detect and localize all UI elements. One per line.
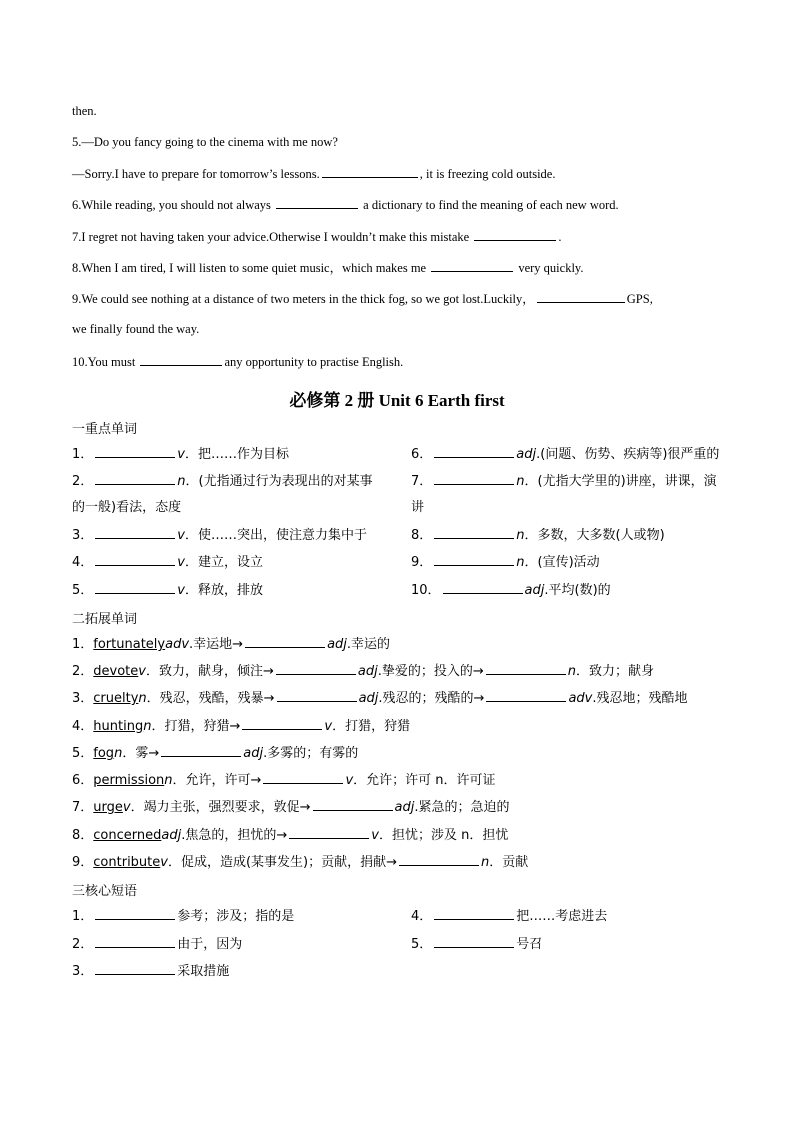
exercise-line (72, 196, 619, 213)
part-of-speech: adj (358, 691, 379, 706)
answer-blank[interactable] (434, 526, 514, 539)
exercise-text: , it is freezing cold outside. (419, 167, 556, 181)
item-meaning: ．致力；献身 (576, 664, 655, 679)
base-word: fog (93, 746, 115, 761)
item-meaning: ．打猎，狩猎→ (151, 719, 241, 734)
item-meaning: ．(宣传)活动 (524, 555, 600, 570)
item-meaning: ．把……作为目标 (184, 447, 289, 462)
part-of-speech: adv (568, 691, 593, 706)
part-of-speech: v (138, 664, 146, 679)
item-meaning: .(问题、伤势、疾病等)很严重的 (536, 447, 720, 462)
item-number: 1． (72, 637, 94, 652)
vocab-item (411, 445, 719, 463)
item-number: 1． (72, 447, 94, 462)
part-of-speech: adj (394, 800, 415, 815)
item-meaning: .残忍的；残酷的→ (378, 691, 485, 706)
vocab-item (72, 445, 289, 463)
answer-blank[interactable] (434, 935, 514, 948)
item-meaning: ．雾→ (122, 746, 160, 761)
section-heading: 一重点单词 (72, 422, 138, 437)
exercise-line (72, 165, 555, 182)
item-number: 7． (72, 800, 94, 815)
part-of-speech: adj (327, 637, 347, 652)
item-meaning: 把……考虑进去 (516, 909, 608, 924)
part-of-speech: adj (161, 828, 182, 843)
answer-blank[interactable] (537, 290, 625, 303)
exercise-text: 8.When I am tired, I will listen to some quiet music，which makes me (72, 261, 430, 275)
answer-blank[interactable] (434, 907, 514, 920)
exercise-text: we finally found the way. (72, 322, 200, 336)
part-of-speech: adj (524, 583, 545, 598)
part-of-speech: v (177, 583, 185, 598)
answer-blank[interactable] (95, 526, 175, 539)
exercise-line (72, 134, 338, 150)
item-number: 10． (411, 583, 441, 598)
vocab-item (72, 472, 373, 490)
expand-item (72, 635, 390, 653)
vocab-item (411, 553, 600, 571)
part-of-speech: n (516, 474, 525, 489)
vocab-item (411, 526, 665, 544)
item-number: 4． (411, 909, 433, 924)
vocab-item-continued (411, 499, 424, 516)
part-of-speech: adj (243, 746, 264, 761)
item-number: 2． (72, 937, 94, 952)
answer-blank[interactable] (289, 826, 369, 839)
vocab-item (411, 472, 717, 490)
exercise-text: any opportunity to practise English. (224, 355, 404, 369)
item-number: 6． (411, 447, 433, 462)
item-number: 3． (72, 691, 94, 706)
expand-item (72, 662, 654, 680)
exercise-text: 7.I regret not having taken your advice.Otherwise I wouldn’t make this mistake (72, 230, 473, 244)
item-number: 5． (72, 583, 94, 598)
answer-blank[interactable] (276, 196, 358, 209)
vocab-item (72, 581, 263, 599)
exercise-line (72, 321, 199, 337)
answer-blank[interactable] (443, 581, 523, 594)
section-heading: 二拓展单词 (72, 612, 138, 627)
answer-blank[interactable] (313, 798, 393, 811)
item-meaning: ．促成，造成(某事发生)；贡献，捐献→ (167, 855, 398, 870)
exercise-text: 5.—Do you fancy going to the cinema with me now? (72, 135, 338, 149)
answer-blank[interactable] (140, 353, 222, 366)
answer-blank[interactable] (322, 165, 418, 178)
answer-blank[interactable] (95, 962, 175, 975)
item-meaning: 由于，因为 (177, 937, 243, 952)
phrase-item (72, 935, 242, 953)
item-meaning: ．(尤指通过行为表现出的对某事 (185, 474, 373, 489)
item-number: 9． (72, 855, 94, 870)
exercise-line (72, 259, 584, 276)
item-number: 6． (72, 773, 94, 788)
part-of-speech: adj (357, 664, 378, 679)
item-meaning: 的一般)看法，态度 (72, 500, 182, 515)
base-word: concerned (93, 828, 162, 843)
exercise-text: very quickly. (515, 261, 584, 275)
answer-blank[interactable] (95, 907, 175, 920)
part-of-speech: v (122, 800, 131, 815)
phrase-item (72, 907, 294, 925)
item-meaning: .紧急的；急迫的 (414, 800, 510, 815)
item-number: 3． (72, 964, 94, 979)
exercise-text: 10.You must (72, 355, 139, 369)
answer-blank[interactable] (242, 717, 322, 730)
part-of-speech: n (516, 528, 525, 543)
item-number: 5． (411, 937, 433, 952)
item-meaning: .幸运地→ (189, 637, 244, 652)
item-meaning: ．允许，许可→ (172, 773, 262, 788)
answer-blank[interactable] (474, 228, 556, 241)
phrase-item (411, 935, 542, 953)
answer-blank[interactable] (95, 472, 175, 485)
exercise-text: a dictionary to find the meaning of each new word. (360, 198, 619, 212)
item-number: 4． (72, 719, 94, 734)
item-meaning: 号召 (516, 937, 543, 952)
part-of-speech: adj (516, 447, 537, 462)
vocab-item (72, 553, 263, 571)
exercise-text: . (558, 230, 562, 244)
answer-blank[interactable] (245, 635, 325, 648)
unit-title: 必修第 2 册 Unit 6 Earth first (289, 391, 505, 410)
base-word: permission (93, 773, 165, 788)
part-of-speech: n (114, 746, 123, 761)
expand-item (72, 826, 508, 844)
item-meaning: ．释放，排放 (184, 583, 263, 598)
expand-item (72, 744, 358, 762)
expand-item (72, 689, 688, 707)
base-word: urge (93, 800, 123, 815)
answer-blank[interactable] (95, 445, 175, 458)
item-number: 7． (411, 474, 433, 489)
item-meaning: ．残忍，残酷，残暴→ (146, 691, 275, 706)
item-meaning: .多雾的；有雾的 (263, 746, 359, 761)
exercise-text: 9.We could see nothing at a distance of two meters in the thick fog, so we got lost.Luckily， (72, 292, 535, 306)
item-meaning: .幸运的 (346, 637, 391, 652)
item-meaning: ．建立，设立 (184, 555, 263, 570)
item-meaning: ．竭力主张，强烈要求，敦促→ (130, 800, 311, 815)
item-meaning: ．多数，大多数(人或物) (524, 528, 665, 543)
part-of-speech: n (138, 691, 147, 706)
item-meaning: .挚爱的；投入的→ (377, 664, 484, 679)
phrase-item (72, 962, 229, 980)
item-meaning: ．使……突出，使注意力集中于 (184, 528, 367, 543)
expand-item (72, 717, 410, 735)
item-number: 8． (72, 828, 94, 843)
vocab-item-continued (72, 499, 181, 516)
exercise-line (72, 290, 653, 307)
item-meaning: .焦急的，担忧的→ (181, 828, 288, 843)
item-meaning: 讲 (411, 500, 425, 515)
expand-item (72, 771, 496, 789)
item-number: 1． (72, 909, 94, 924)
item-meaning: ．允许；许可 n．许可证 (353, 773, 496, 788)
exercise-line (72, 353, 403, 370)
item-meaning: ．(尤指大学里的)讲座，讲课，演 (524, 474, 717, 489)
answer-blank[interactable] (95, 553, 175, 566)
answer-blank[interactable] (276, 662, 356, 675)
exercise-line (72, 103, 97, 119)
base-word: fortunately (93, 637, 166, 652)
part-of-speech: n (164, 773, 173, 788)
answer-blank[interactable] (95, 581, 175, 594)
item-meaning: 采取措施 (177, 964, 230, 979)
item-meaning: 参考；涉及；指的是 (177, 909, 295, 924)
base-word: cruelty (93, 691, 139, 706)
answer-blank[interactable] (277, 689, 357, 702)
part-of-speech: adv (165, 637, 190, 652)
base-word: contribute (93, 855, 161, 870)
part-of-speech: v (177, 447, 185, 462)
exercise-text: then. (72, 104, 97, 118)
part-of-speech: n (143, 719, 152, 734)
exercise-text: 6.While reading, you should not always (72, 198, 275, 212)
answer-blank[interactable] (434, 553, 514, 566)
answer-blank[interactable] (161, 744, 241, 757)
part-of-speech: v (324, 719, 333, 734)
answer-blank[interactable] (434, 445, 514, 458)
item-number: 3． (72, 528, 94, 543)
item-number: 2． (72, 664, 94, 679)
answer-blank[interactable] (95, 935, 175, 948)
answer-blank[interactable] (399, 853, 479, 866)
expand-item (72, 853, 528, 871)
item-meaning: .残忍地；残酷地 (592, 691, 688, 706)
vocab-item (411, 581, 611, 599)
exercise-text: GPS, (626, 292, 653, 306)
vocab-item (72, 526, 367, 544)
exercise-line (72, 228, 561, 245)
item-number: 5． (72, 746, 94, 761)
part-of-speech: n (567, 664, 577, 679)
answer-blank[interactable] (486, 689, 566, 702)
part-of-speech: n (516, 555, 525, 570)
phrase-item (411, 907, 607, 925)
part-of-speech: v (177, 528, 185, 543)
item-meaning: .平均(数)的 (544, 583, 611, 598)
part-of-speech: v (371, 828, 379, 843)
section-heading: 三核心短语 (72, 884, 138, 899)
exercise-text: —Sorry.I have to prepare for tomorrow’s lessons. (72, 167, 320, 181)
item-number: 4． (72, 555, 94, 570)
item-meaning: ．致力，献身，倾注→ (145, 664, 274, 679)
item-meaning: ．打猎，狩猎 (332, 719, 411, 734)
item-meaning: ．贡献 (489, 855, 529, 870)
base-word: hunting (93, 719, 144, 734)
answer-blank[interactable] (486, 662, 566, 675)
base-word: devote (93, 664, 139, 679)
answer-blank[interactable] (434, 472, 514, 485)
item-number: 2． (72, 474, 94, 489)
part-of-speech: n (481, 855, 490, 870)
item-meaning: ．担忧；涉及 n．担忧 (378, 828, 509, 843)
part-of-speech: v (160, 855, 168, 870)
part-of-speech: v (345, 773, 354, 788)
part-of-speech: v (177, 555, 185, 570)
expand-item (72, 798, 509, 816)
item-number: 9． (411, 555, 433, 570)
item-number: 8． (411, 528, 433, 543)
answer-blank[interactable] (431, 259, 513, 272)
answer-blank[interactable] (263, 771, 343, 784)
part-of-speech: n (177, 474, 186, 489)
